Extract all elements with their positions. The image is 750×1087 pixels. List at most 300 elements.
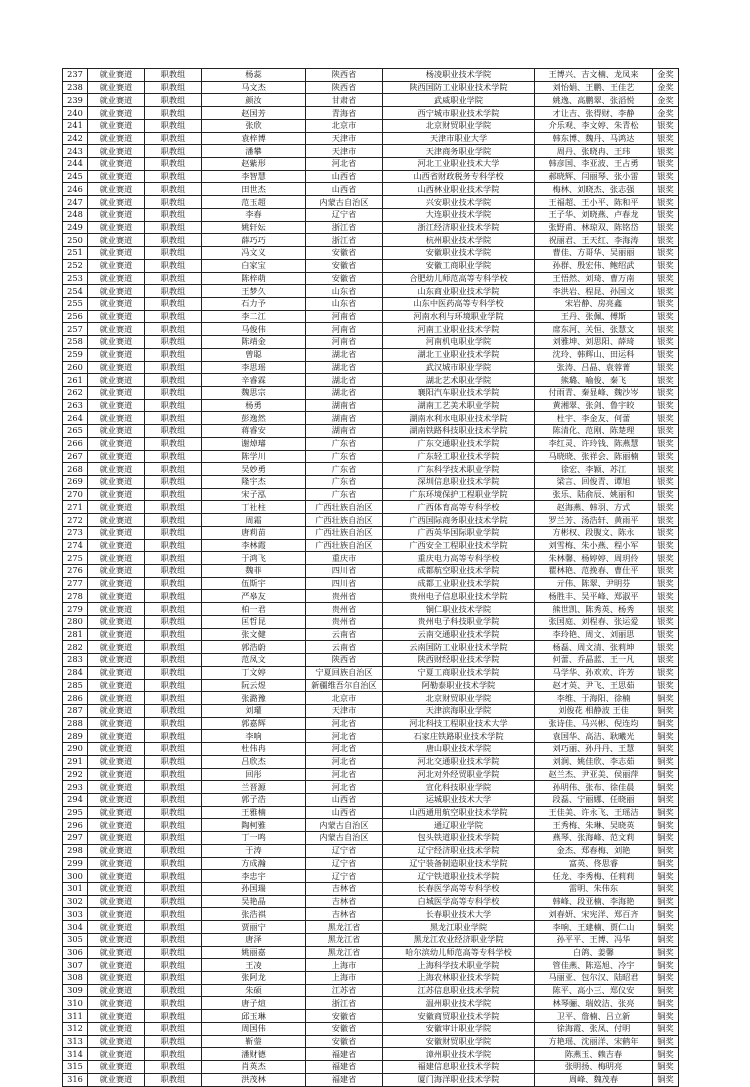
- advisor-cell: 王悟然、刘琦、曹万南: [535, 272, 653, 285]
- table-row: [63, 310, 679, 323]
- award-cell: 银奖: [653, 539, 679, 552]
- school-cell: 辽宁装备制造职业技术学院: [383, 857, 535, 870]
- group-cell: 职教组: [145, 666, 202, 679]
- group-cell: 职教组: [145, 781, 202, 794]
- table-row: [63, 552, 679, 565]
- name-cell: 李思瑶: [202, 361, 306, 374]
- award-cell: 铜奖: [653, 857, 679, 870]
- track-cell: 就业赛道: [88, 107, 145, 120]
- track-cell: 就业赛道: [88, 921, 145, 934]
- track-cell: 就业赛道: [88, 259, 145, 272]
- school-cell: 包头铁道职业技术学院: [383, 832, 535, 845]
- table-row: [63, 336, 679, 349]
- award-cell: 铜奖: [653, 730, 679, 743]
- row-number: 278: [63, 590, 88, 603]
- group-cell: 职教组: [145, 297, 202, 310]
- group-cell: 职教组: [145, 628, 202, 641]
- advisor-cell: 周丹、张晓冉、王玮: [535, 145, 653, 158]
- award-cell: 银奖: [653, 119, 679, 132]
- award-cell: 银奖: [653, 552, 679, 565]
- row-number: 300: [63, 870, 88, 883]
- name-cell: 王梦久: [202, 285, 306, 298]
- group-cell: 职教组: [145, 514, 202, 527]
- track-cell: 就业赛道: [88, 1073, 145, 1086]
- school-cell: 兴安职业技术学院: [383, 196, 535, 209]
- school-cell: 重庆电力高等专科学校: [383, 552, 535, 565]
- track-cell: 就业赛道: [88, 793, 145, 806]
- province-cell: 安徽省: [306, 272, 383, 285]
- row-number: 301: [63, 883, 88, 896]
- name-cell: 石力予: [202, 297, 306, 310]
- name-cell: 蒋睿安: [202, 425, 306, 438]
- advisor-cell: 刘俊花 相静波 王佳: [535, 704, 653, 717]
- table-row: [63, 183, 679, 196]
- advisor-cell: 徐海霞、张凤、付明: [535, 1022, 653, 1035]
- province-cell: 云南省: [306, 628, 383, 641]
- group-cell: 职教组: [145, 450, 202, 463]
- track-cell: 就业赛道: [88, 895, 145, 908]
- province-cell: 福建省: [306, 1073, 383, 1086]
- award-cell: 铜奖: [653, 933, 679, 946]
- row-number: 312: [63, 1022, 88, 1035]
- province-cell: 辽宁省: [306, 870, 383, 883]
- advisor-cell: 王佳美、许永飞、王瑶洁: [535, 806, 653, 819]
- group-cell: 职教组: [145, 590, 202, 603]
- track-cell: 就业赛道: [88, 946, 145, 959]
- row-number: 294: [63, 793, 88, 806]
- school-cell: 杭州职业技术学院: [383, 234, 535, 247]
- group-cell: 职教组: [145, 1061, 202, 1074]
- province-cell: 广东省: [306, 476, 383, 489]
- award-cell: 铜奖: [653, 1073, 679, 1086]
- school-cell: 湖南工艺美术职业学院: [383, 399, 535, 412]
- province-cell: 广西壮族自治区: [306, 539, 383, 552]
- track-cell: 就业赛道: [88, 1035, 145, 1048]
- group-cell: 职教组: [145, 132, 202, 145]
- advisor-cell: 刘雅坤、刘思阳、薛琦: [535, 336, 653, 349]
- group-cell: 职教组: [145, 336, 202, 349]
- province-cell: 福建省: [306, 1048, 383, 1061]
- province-cell: 广西壮族自治区: [306, 501, 383, 514]
- table-row: [63, 450, 679, 463]
- advisor-cell: 任龙、李秀梅、任莉莉: [535, 870, 653, 883]
- row-number: 267: [63, 450, 88, 463]
- group-cell: 职教组: [145, 730, 202, 743]
- table-row: [63, 501, 679, 514]
- school-cell: 大连职业技术学院: [383, 208, 535, 221]
- province-cell: 山西省: [306, 806, 383, 819]
- award-cell: 银奖: [653, 145, 679, 158]
- school-cell: 陕西国防工业职业技术学院: [383, 81, 535, 94]
- track-cell: 就业赛道: [88, 285, 145, 298]
- award-cell: 银奖: [653, 323, 679, 336]
- row-number: 277: [63, 577, 88, 590]
- advisor-cell: 孙平平、王博、冯华: [535, 933, 653, 946]
- group-cell: 职教组: [145, 615, 202, 628]
- award-cell: 铜奖: [653, 819, 679, 832]
- school-cell: 天津市职业大学: [383, 132, 535, 145]
- award-cell: 银奖: [653, 399, 679, 412]
- advisor-cell: 富英、佟思睿: [535, 857, 653, 870]
- name-cell: 孙国瑞: [202, 883, 306, 896]
- award-cell: 铜奖: [653, 755, 679, 768]
- school-cell: 合肥幼儿师范高等专科学校: [383, 272, 535, 285]
- track-cell: 就业赛道: [88, 717, 145, 730]
- name-cell: 魏思宗: [202, 386, 306, 399]
- name-cell: 靳蓥: [202, 1035, 306, 1048]
- group-cell: 职教组: [145, 348, 202, 361]
- school-cell: 运城职业技术大学: [383, 793, 535, 806]
- advisor-cell: 介乐观、李文婷、朱青松: [535, 119, 653, 132]
- table-row: [63, 730, 679, 743]
- row-number: 249: [63, 221, 88, 234]
- group-cell: 职教组: [145, 145, 202, 158]
- group-cell: 职教组: [145, 221, 202, 234]
- group-cell: 职教组: [145, 768, 202, 781]
- award-cell: 银奖: [653, 476, 679, 489]
- name-cell: 匡哲昆: [202, 615, 306, 628]
- school-cell: 浙江经济职业技术学院: [383, 221, 535, 234]
- province-cell: 吉林省: [306, 883, 383, 896]
- province-cell: 山西省: [306, 170, 383, 183]
- group-cell: 职教组: [145, 285, 202, 298]
- group-cell: 职教组: [145, 921, 202, 934]
- track-cell: 就业赛道: [88, 145, 145, 158]
- school-cell: 哈尔滨幼儿师范高等专科学校: [383, 946, 535, 959]
- table-row: [63, 348, 679, 361]
- group-cell: 职教组: [145, 208, 202, 221]
- school-cell: 上海农林职业技术学院: [383, 972, 535, 985]
- advisor-cell: 王丹、张佩、傅斯: [535, 310, 653, 323]
- school-cell: 贵州电子科技职业学院: [383, 615, 535, 628]
- province-cell: 安徽省: [306, 1035, 383, 1048]
- award-cell: 银奖: [653, 666, 679, 679]
- table-row: [63, 107, 679, 120]
- track-cell: 就业赛道: [88, 501, 145, 514]
- award-cell: 铜奖: [653, 870, 679, 883]
- award-cell: 银奖: [653, 488, 679, 501]
- advisor-cell: 陈清化、范刚、陈楚理: [535, 425, 653, 438]
- award-cell: 银奖: [653, 208, 679, 221]
- name-cell: 陈靖金: [202, 336, 306, 349]
- province-cell: 四川省: [306, 577, 383, 590]
- province-cell: 上海市: [306, 959, 383, 972]
- award-cell: 银奖: [653, 132, 679, 145]
- row-number: 286: [63, 692, 88, 705]
- name-cell: 严皋友: [202, 590, 306, 603]
- group-cell: 职教组: [145, 310, 202, 323]
- name-cell: 彭逸然: [202, 412, 306, 425]
- table-row: [63, 844, 679, 857]
- track-cell: 就业赛道: [88, 310, 145, 323]
- school-cell: 西宁城市职业技术学院: [383, 107, 535, 120]
- name-cell: 李智慧: [202, 170, 306, 183]
- advisor-cell: 付雨青、秦显峰、魏沙岑: [535, 386, 653, 399]
- province-cell: 辽宁省: [306, 857, 383, 870]
- name-cell: 曾聪: [202, 348, 306, 361]
- table-row: [63, 488, 679, 501]
- track-cell: 就业赛道: [88, 755, 145, 768]
- advisor-cell: 张涛、吕晶、袁蓉菁: [535, 361, 653, 374]
- track-cell: 就业赛道: [88, 654, 145, 667]
- advisor-cell: 刘雪梅、朱小燕、程小军: [535, 539, 653, 552]
- group-cell: 职教组: [145, 679, 202, 692]
- province-cell: 北京市: [306, 692, 383, 705]
- award-cell: 银奖: [653, 577, 679, 590]
- track-cell: 就业赛道: [88, 272, 145, 285]
- name-cell: 姚轩妘: [202, 221, 306, 234]
- track-cell: 就业赛道: [88, 526, 145, 539]
- name-cell: 回彤: [202, 768, 306, 781]
- advisor-cell: 雷明、朱伟东: [535, 883, 653, 896]
- province-cell: 湖北省: [306, 361, 383, 374]
- table-row: [63, 984, 679, 997]
- name-cell: 张文健: [202, 628, 306, 641]
- advisor-cell: 马丽亚、包尔汉、陆昭君: [535, 972, 653, 985]
- name-cell: 周霜: [202, 514, 306, 527]
- advisor-cell: 段磊、宁丽娜、任晓丽: [535, 793, 653, 806]
- table-row: [63, 221, 679, 234]
- advisor-cell: 李响、王建楠、贾仁山: [535, 921, 653, 934]
- school-cell: 北京财贸职业学院: [383, 119, 535, 132]
- school-cell: 石家庄铁路职业技术学院: [383, 730, 535, 743]
- advisor-cell: 张野甫、林琼双、陈铭岱: [535, 221, 653, 234]
- school-cell: 成都航空职业技术学院: [383, 565, 535, 578]
- group-cell: 职教组: [145, 119, 202, 132]
- award-cell: 银奖: [653, 183, 679, 196]
- school-cell: 漳州职业技术学院: [383, 1048, 535, 1061]
- province-cell: 内蒙古自治区: [306, 832, 383, 845]
- award-cell: 铜奖: [653, 793, 679, 806]
- table-row: [63, 425, 679, 438]
- advisor-cell: 孙群、殷宏伟、鲍绍武: [535, 259, 653, 272]
- track-cell: 就业赛道: [88, 666, 145, 679]
- table-row: [63, 717, 679, 730]
- award-cell: 铜奖: [653, 1061, 679, 1074]
- table-row: [63, 692, 679, 705]
- table-row: [63, 883, 679, 896]
- row-number: 316: [63, 1073, 88, 1086]
- row-number: 310: [63, 997, 88, 1010]
- table-row: [63, 895, 679, 908]
- row-number: 313: [63, 1035, 88, 1048]
- group-cell: 职教组: [145, 476, 202, 489]
- group-cell: 职教组: [145, 69, 202, 82]
- table-row: [63, 972, 679, 985]
- province-cell: 重庆市: [306, 552, 383, 565]
- name-cell: 王凌: [202, 959, 306, 972]
- award-cell: 铜奖: [653, 806, 679, 819]
- row-number: 256: [63, 310, 88, 323]
- table-row: [63, 1022, 679, 1035]
- school-cell: 湖北工业职业技术学院: [383, 348, 535, 361]
- name-cell: 魏菲: [202, 565, 306, 578]
- name-cell: 张潞豫: [202, 692, 306, 705]
- table-row: [63, 1073, 679, 1086]
- group-cell: 职教组: [145, 832, 202, 845]
- row-number: 279: [63, 603, 88, 616]
- school-cell: 安徽审计职业学院: [383, 1022, 535, 1035]
- track-cell: 就业赛道: [88, 781, 145, 794]
- group-cell: 职教组: [145, 234, 202, 247]
- award-cell: 铜奖: [653, 997, 679, 1010]
- row-number: 262: [63, 386, 88, 399]
- province-cell: 四川省: [306, 565, 383, 578]
- group-cell: 职教组: [145, 1073, 202, 1086]
- school-cell: 广东轻工职业技术学院: [383, 450, 535, 463]
- name-cell: 姚丽嘉: [202, 946, 306, 959]
- award-cell: 铜奖: [653, 895, 679, 908]
- group-cell: 职教组: [145, 972, 202, 985]
- group-cell: 职教组: [145, 361, 202, 374]
- row-number: 299: [63, 857, 88, 870]
- track-cell: 就业赛道: [88, 119, 145, 132]
- row-number: 284: [63, 666, 88, 679]
- track-cell: 就业赛道: [88, 208, 145, 221]
- track-cell: 就业赛道: [88, 69, 145, 82]
- group-cell: 职教组: [145, 437, 202, 450]
- table-row: [63, 119, 679, 132]
- advisor-cell: 袁国华、高洁、耿曦光: [535, 730, 653, 743]
- row-number: 271: [63, 501, 88, 514]
- province-cell: 广东省: [306, 488, 383, 501]
- track-cell: 就业赛道: [88, 412, 145, 425]
- row-number: 290: [63, 743, 88, 756]
- table-row: [63, 399, 679, 412]
- school-cell: 广西英华国际职业学院: [383, 526, 535, 539]
- row-number: 302: [63, 895, 88, 908]
- province-cell: 内蒙古自治区: [306, 196, 383, 209]
- group-cell: 职教组: [145, 1010, 202, 1023]
- award-cell: 银奖: [653, 412, 679, 425]
- province-cell: 湖北省: [306, 374, 383, 387]
- table-row: [63, 628, 679, 641]
- group-cell: 职教组: [145, 692, 202, 705]
- group-cell: 职教组: [145, 183, 202, 196]
- track-cell: 就业赛道: [88, 641, 145, 654]
- advisor-cell: 张乐、陆俞辰、姚丽和: [535, 488, 653, 501]
- advisor-cell: 韩东博、魏丹、马鸿达: [535, 132, 653, 145]
- track-cell: 就业赛道: [88, 997, 145, 1010]
- row-number: 237: [63, 69, 88, 82]
- advisor-cell: 陈平、高小三、郑仪安: [535, 984, 653, 997]
- name-cell: 王雅楠: [202, 806, 306, 819]
- province-cell: 河北省: [306, 768, 383, 781]
- group-cell: 职教组: [145, 81, 202, 94]
- award-cell: 银奖: [653, 679, 679, 692]
- row-number: 291: [63, 755, 88, 768]
- award-cell: 银奖: [653, 615, 679, 628]
- track-cell: 就业赛道: [88, 488, 145, 501]
- province-cell: 辽宁省: [306, 208, 383, 221]
- track-cell: 就业赛道: [88, 323, 145, 336]
- track-cell: 就业赛道: [88, 476, 145, 489]
- table-row: [63, 1035, 679, 1048]
- award-cell: 银奖: [653, 247, 679, 260]
- group-cell: 职教组: [145, 259, 202, 272]
- track-cell: 就业赛道: [88, 361, 145, 374]
- advisor-cell: 熊璐、喻俊、秦飞: [535, 374, 653, 387]
- advisor-cell: 赵才英、尹飞、王思茹: [535, 679, 653, 692]
- row-number: 292: [63, 768, 88, 781]
- row-number: 268: [63, 463, 88, 476]
- advisor-cell: 韩峰、段亚楠、李海艳: [535, 895, 653, 908]
- name-cell: 张浩祺: [202, 908, 306, 921]
- advisor-cell: 刘涧、姚佳欣、李志茹: [535, 755, 653, 768]
- track-cell: 就业赛道: [88, 743, 145, 756]
- school-cell: 安徽商贸职业技术学院: [383, 1010, 535, 1023]
- advisor-cell: 林琴骊、瑞姣洁、张亮: [535, 997, 653, 1010]
- group-cell: 职教组: [145, 158, 202, 171]
- table-row: [63, 1010, 679, 1023]
- award-cell: 铜奖: [653, 946, 679, 959]
- track-cell: 就业赛道: [88, 565, 145, 578]
- row-number: 246: [63, 183, 88, 196]
- group-cell: 职教组: [145, 170, 202, 183]
- advisor-cell: 张明扬、梅明亮: [535, 1061, 653, 1074]
- table-row: [63, 870, 679, 883]
- advisor-cell: 周峰、魏茂春: [535, 1073, 653, 1086]
- advisor-cell: 宋岩静、房亮鑫: [535, 297, 653, 310]
- table-row: [63, 679, 679, 692]
- table-row: [63, 590, 679, 603]
- name-cell: 陶柯雅: [202, 819, 306, 832]
- row-number: 242: [63, 132, 88, 145]
- province-cell: 河北省: [306, 158, 383, 171]
- table-row: [63, 285, 679, 298]
- table-row: [63, 768, 679, 781]
- province-cell: 广东省: [306, 437, 383, 450]
- row-number: 257: [63, 323, 88, 336]
- advisor-cell: 杜宇、李金友、何蕾: [535, 412, 653, 425]
- advisor-cell: 白鸽、姜馨: [535, 946, 653, 959]
- province-cell: 黑龙江省: [306, 921, 383, 934]
- table-row: [63, 946, 679, 959]
- table-row: [63, 1048, 679, 1061]
- award-cell: 金奖: [653, 81, 679, 94]
- table-row: [63, 247, 679, 260]
- school-cell: 广西体育高等专科学校: [383, 501, 535, 514]
- province-cell: 陕西省: [306, 69, 383, 82]
- table-row: [63, 641, 679, 654]
- province-cell: 贵州省: [306, 603, 383, 616]
- table-row: [63, 526, 679, 539]
- province-cell: 河南省: [306, 310, 383, 323]
- group-cell: 职教组: [145, 386, 202, 399]
- group-cell: 职教组: [145, 959, 202, 972]
- row-number: 280: [63, 615, 88, 628]
- row-number: 265: [63, 425, 88, 438]
- group-cell: 职教组: [145, 883, 202, 896]
- name-cell: 袁梓博: [202, 132, 306, 145]
- row-number: 263: [63, 399, 88, 412]
- award-cell: 银奖: [653, 450, 679, 463]
- advisor-cell: 杨胜丰、吴平峰、郑淑平: [535, 590, 653, 603]
- row-number: 311: [63, 1010, 88, 1023]
- track-cell: 就业赛道: [88, 94, 145, 107]
- row-number: 304: [63, 921, 88, 934]
- school-cell: 湖南水利水电职业技术学院: [383, 412, 535, 425]
- school-cell: 陕西财经职业技术学院: [383, 654, 535, 667]
- name-cell: 李春: [202, 208, 306, 221]
- advisor-cell: 张国庭、刘程春、张运爱: [535, 615, 653, 628]
- table-row: [63, 743, 679, 756]
- advisor-cell: 李洪岩、程昆、孙国文: [535, 285, 653, 298]
- award-cell: 银奖: [653, 310, 679, 323]
- school-cell: 阿勒泰职业技术学院: [383, 679, 535, 692]
- table-row: [63, 259, 679, 272]
- track-cell: 就业赛道: [88, 81, 145, 94]
